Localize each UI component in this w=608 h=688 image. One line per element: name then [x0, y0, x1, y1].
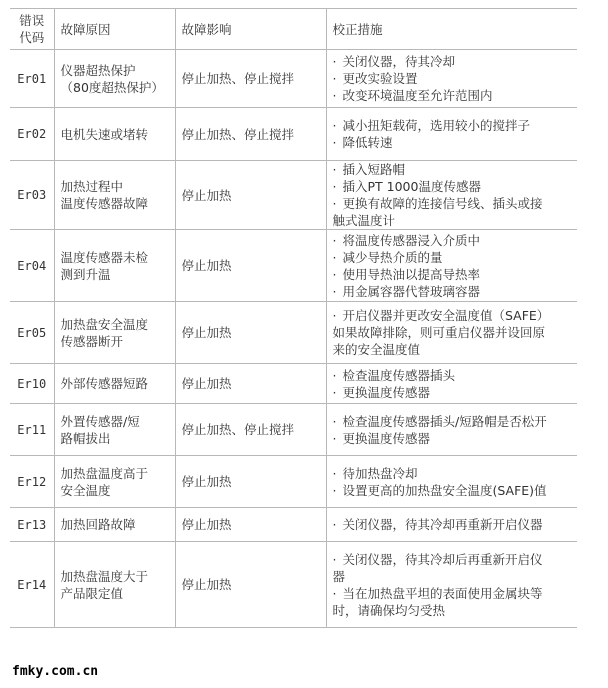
error-code-cell	[10, 108, 54, 161]
fix-line	[333, 430, 572, 447]
fix-text: 时，请确保均匀受热	[332, 602, 446, 618]
bullet-icon: ·	[332, 482, 337, 498]
table-row	[10, 50, 577, 108]
fault-fix	[326, 108, 577, 161]
table-row	[10, 108, 577, 161]
fix-line	[333, 384, 572, 401]
site-footer: fmky.com.cn	[12, 664, 99, 679]
table-row	[10, 456, 577, 508]
fault-fix	[326, 456, 577, 508]
table-row	[10, 542, 577, 628]
error-code: Er04	[17, 258, 47, 273]
table-row	[10, 404, 577, 456]
header-fix: 校正措施	[326, 9, 577, 50]
fault-effect: 停止加热	[175, 302, 326, 364]
error-code: Er12	[17, 474, 47, 489]
bullet-icon: ·	[332, 71, 337, 86]
bullet-icon: ·	[332, 54, 337, 69]
fault-effect: 停止加热、停止搅拌	[175, 404, 326, 456]
bullet-icon: ·	[332, 118, 337, 133]
error-code-cell	[10, 230, 54, 302]
fix-text: 检查温度传感器插头/短路帽是否松开	[342, 413, 547, 429]
bullet-icon: ·	[332, 413, 337, 429]
bullet-icon: ·	[332, 465, 337, 481]
fix-text: 插入短路帽	[342, 162, 406, 177]
fault-fix	[326, 50, 577, 108]
fix-text: 关闭仪器，待其冷却再重新开启仪器	[342, 517, 543, 532]
error-code: Er05	[17, 325, 47, 340]
fix-text: 减小扭矩载荷，选用较小的搅拌子	[342, 118, 531, 133]
fix-line	[333, 70, 572, 87]
error-code-cell	[10, 542, 54, 628]
fix-line	[333, 516, 572, 533]
error-code-cell	[10, 161, 54, 230]
fix-text: 器	[332, 568, 346, 584]
bullet-icon: ·	[332, 283, 337, 299]
fix-text: 当在加热盘平坦的表面使用金属块等	[342, 585, 543, 601]
fix-line	[333, 212, 572, 229]
error-code-cell	[10, 302, 54, 364]
fault-cause: 加热回路故障	[54, 508, 175, 542]
fault-fix	[326, 508, 577, 542]
fault-effect: 停止加热	[175, 456, 326, 508]
fix-line	[333, 551, 572, 568]
fault-fix	[326, 404, 577, 456]
fix-text: 更改实验设置	[342, 71, 418, 86]
fix-line	[333, 161, 572, 178]
fault-cause: 外置传感器/短 路帽拔出	[54, 404, 175, 456]
bullet-icon: ·	[332, 585, 337, 601]
error-code: Er13	[17, 517, 47, 532]
bullet-icon: ·	[332, 179, 337, 194]
fix-text: 将温度传感器浸入介质中	[342, 232, 481, 248]
fix-text: 关闭仪器，待其冷却	[342, 54, 456, 69]
fix-line	[333, 324, 572, 341]
fault-fix	[326, 542, 577, 628]
fix-text: 降低转速	[342, 135, 393, 150]
bullet-icon: ·	[332, 232, 337, 248]
fault-effect: 停止加热、停止搅拌	[175, 108, 326, 161]
header-effect: 故障影响	[175, 9, 326, 50]
fault-effect: 停止加热	[175, 230, 326, 302]
error-code-cell	[10, 456, 54, 508]
bullet-icon: ·	[332, 196, 337, 211]
fix-text: 减少导热介质的量	[342, 249, 443, 265]
fix-line	[333, 178, 572, 195]
fault-effect: 停止加热	[175, 161, 326, 230]
fix-text: 更换温度传感器	[342, 384, 431, 400]
fix-text: 待加热盘冷却	[342, 465, 418, 481]
error-code: Er01	[17, 71, 47, 86]
fix-line	[333, 602, 572, 619]
fault-fix	[326, 161, 577, 230]
error-code: Er02	[17, 127, 47, 141]
error-code: Er10	[17, 376, 47, 391]
fix-line	[333, 307, 572, 324]
fix-text: 检查温度传感器插头	[342, 367, 456, 383]
fix-line	[333, 341, 572, 358]
error-code-cell	[10, 50, 54, 108]
error-code-cell	[10, 364, 54, 404]
table-row	[10, 364, 577, 404]
fault-cause: 电机失速或堵转	[54, 108, 175, 161]
fix-text: 用金属容器代替玻璃容器	[342, 283, 481, 299]
fix-line	[333, 413, 572, 430]
fault-cause: 外部传感器短路	[54, 364, 175, 404]
header-cause: 故障原因	[54, 9, 175, 50]
header-code	[10, 9, 54, 50]
fix-line	[333, 465, 572, 482]
fix-line	[333, 249, 572, 266]
table-header-row	[10, 9, 577, 50]
fix-text: 使用导热油以提高导热率	[342, 266, 481, 282]
fix-text: 改变环境温度至允许范围内	[342, 88, 493, 103]
bullet-icon: ·	[332, 249, 337, 265]
fault-fix	[326, 302, 577, 364]
fix-line	[333, 134, 572, 151]
bullet-icon: ·	[332, 367, 337, 383]
error-code-cell	[10, 508, 54, 542]
fix-text: 来的安全温度值	[332, 342, 421, 357]
bullet-icon: ·	[332, 162, 337, 177]
bullet-icon: ·	[332, 430, 337, 446]
fix-text: 设置更高的加热盘安全温度(SAFE)值	[342, 482, 547, 498]
fault-cause: 仪器超热保护 （80度超热保护）	[54, 50, 175, 108]
fault-effect: 停止加热	[175, 364, 326, 404]
fault-effect: 停止加热、停止搅拌	[175, 50, 326, 108]
table-row	[10, 230, 577, 302]
fix-text: 关闭仪器，待其冷却后再重新开启仪	[342, 551, 543, 567]
fault-cause: 加热盘安全温度 传感器断开	[54, 302, 175, 364]
fix-text: 开启仪器并更改安全温度值（SAFE）	[342, 308, 550, 323]
fix-line	[333, 117, 572, 134]
fault-cause: 加热盘温度高于 安全温度	[54, 456, 175, 508]
header-code-label: 错误 代码	[19, 13, 45, 45]
fix-line	[333, 283, 572, 300]
error-code-cell	[10, 404, 54, 456]
fault-fix	[326, 364, 577, 404]
fix-line	[333, 87, 572, 104]
fix-line	[333, 266, 572, 283]
fix-line	[333, 568, 572, 585]
fault-cause: 温度传感器未检 测到升温	[54, 230, 175, 302]
fix-text: 更换有故障的连接信号线、插头或接	[342, 196, 543, 211]
bullet-icon: ·	[332, 308, 337, 323]
bullet-icon: ·	[332, 384, 337, 400]
fix-text: 触式温度计	[332, 213, 396, 228]
fix-line	[333, 367, 572, 384]
bullet-icon: ·	[332, 517, 337, 532]
fault-fix	[326, 230, 577, 302]
fault-cause: 加热盘温度大于 产品限定值	[54, 542, 175, 628]
fix-line	[333, 585, 572, 602]
bullet-icon: ·	[332, 551, 337, 567]
table-row	[10, 161, 577, 230]
fault-cause: 加热过程中 温度传感器故障	[54, 161, 175, 230]
fix-line	[333, 53, 572, 70]
table-row	[10, 302, 577, 364]
bullet-icon: ·	[332, 135, 337, 150]
fault-effect: 停止加热	[175, 542, 326, 628]
fix-line	[333, 482, 572, 499]
error-code: Er03	[17, 188, 47, 202]
bullet-icon: ·	[332, 266, 337, 282]
fault-effect: 停止加热	[175, 508, 326, 542]
fix-line	[333, 195, 572, 212]
fix-line	[333, 232, 572, 249]
fix-text: 更换温度传感器	[342, 430, 431, 446]
fix-text: 插入PT 1000温度传感器	[342, 179, 481, 194]
error-code: Er14	[17, 577, 47, 592]
error-code-table	[10, 8, 577, 628]
fix-text: 如果故障排除，则可重启仪器并设回原	[332, 325, 546, 340]
error-code: Er11	[17, 422, 47, 437]
table-row	[10, 508, 577, 542]
bullet-icon: ·	[332, 88, 337, 103]
